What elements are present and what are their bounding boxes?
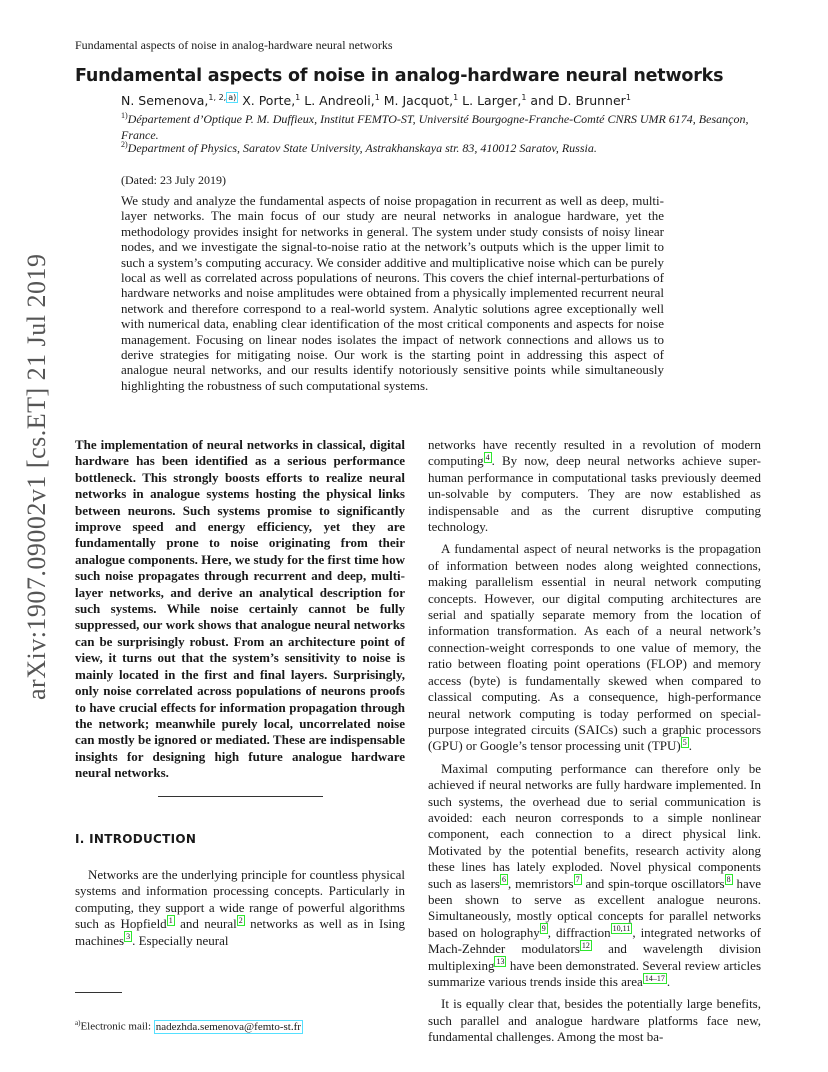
author-larger: L. Larger, [458,93,522,109]
affiliation-2: $^{2)}$Department of Physics, Saratov State University, Astrakhanskaya str. 83, 410012 Saratov, Russia. [121,140,597,155]
author-andreoli: L. Andreoli, [300,93,375,109]
abstract: We study and analyze the fundamental aspects of noise propagation in recurrent as well as deep, multi-layer networks. The main focus of our study are neural networks in analogue hardware, yet the methodology provides insight for networks in general. The system under study consists of noisy linear nodes, and we investigate the signal-to-noise ratio at the network’s outputs which is the upper limit to such a system’s computing accuracy. We consider additive and multiplicative noise which can be purely local as well as correlated across populations of neurons. This covers the chief internal-perturbations of hardware networks and noise amplitudes were obtained from a physically implemented recurrent neural network and therefore correspond to a real-world system. Analytic solutions agree exceptionally well with numerical data, enabling clear identification of the most critical components and aspects for noise management. Focusing on linear nodes isolates the impact of network connections and allows us to derive strategies for mitigating noise. Our work is the starting point in addressing this aspect of analogue neural networks, and our results identify notoriously sensitive points while simultaneously highlighting the robustness of such computational systems. [121,193,664,393]
reference-link[interactable]: 1 [168,915,173,925]
reference-link[interactable]: 7 [575,875,580,885]
right-paragraph-2: A fundamental aspect of neural networks is the propagation of information between nodes along weighted connections, making parallelism essential in neural network computing concepts. However, our digital computing architectures are serial and spatially separate memory from the location of information transformation. As each of a neural network’s connection-weight corresponds to one value of memory, the ratio between floating point operations (FLOP) and memory access (byte) is fundamentally skewed when compared to classical computing. As a consequence, high-performance neural network computing is today performed on special-purpose integrated circuits (SAICs) such a graphic processors (GPU) or Google’s tensor processing unit (TPU) $^5$ . [428,541,761,754]
intro-paragraph: Networks are the underlying principle for countless physical systems and information processing concepts. Particularly in computing, they support a wide range of powerful algorithms such as Hopfield $^1$ and neural $^2$ networks as well as in Ising machines $^3$ . Especially neural [75,866,405,948]
lead-paragraph: The implementation of neural networks in classical, digital hardware has been identified as a serious performance bottleneck. This strongly boosts efforts to realize neural networks in analogue systems hosting the physical links between neurons. Such systems promise to significantly improve speed and energy efficiency, yet they are fundamentally prone to noise originating from their analogue components. Here, we study for the first time how such noise propagates through recurrent and deep, multi-layer networks, and derive an analytical description for such systems. While noise certainly cannot be fully suppressed, our work shows that analogue neural networks can be surprisingly robust. From an architecture point of view, it turns out that the system’s sensitivity to noise is mainly located in the first and final layers. Surprisingly, only noise correlated across populations of neurons proofs to have crucial effects for information propagation through the network; meanwhile purely local, uncorrelated noise can mostly be ignored or mediated. These are indispensable insights for designing high future analogue hardware neural networks. [75,437,405,781]
right-column [428,437,761,1046]
reference-link[interactable]: 10,11 [612,924,631,934]
reference-link[interactable]: 14–17 [644,973,665,983]
left-column [75,437,405,949]
reference-link[interactable]: 13 [496,957,505,967]
dated-line: (Dated: 23 July 2019) [121,173,226,187]
email-link[interactable]: nadezhda.semenova@femto-st.fr [155,1020,301,1033]
reference-link[interactable]: 12 [581,940,590,950]
author-jacquot: M. Jacquot, [379,93,454,109]
section-heading-introduction: I. INTRODUCTION [75,831,197,846]
author-affil-sup: 1, 2, a) [208,93,237,102]
right-paragraph-1: networks have recently resulted in a revolution of modern computing $^4$ . By now, deep neural networks achieve super-human performance in computational tasks previously deemed un-solvable by computers. They are now established as indispensable and as the current disruptive computing technology. [428,437,761,535]
right-paragraph-4: It is equally clear that, besides the potentially large benefits, such parallel and analogue hardware platforms face new, fundamental challenges. Among the most ba- [428,996,761,1045]
reference-link[interactable]: 4 [485,453,490,463]
footnote: $^{a)}$Electronic mail: nadezhda.semenova@femto-st.fr [75,1019,301,1033]
paper-title: Fundamental aspects of noise in analog-hardware neural networks [75,66,724,86]
reference-link[interactable]: 2 [238,915,243,925]
reference-link[interactable]: 5 [682,737,687,747]
arxiv-side-label: arXiv:1907.09002v1 [cs.ET] 21 Jul 2019 [22,253,51,700]
section-divider [158,796,323,797]
footnote-link[interactable]: a) [228,93,237,102]
affiliation-1: $^{1)}$Département d’Optique P. M. Duffieux, Institut FEMTO-ST, Université Bourgogne-Franche-Comté CNRS UMR 6174, Besançon, France. [121,111,749,142]
reference-link[interactable]: 6 [501,875,506,885]
author-semenova: N. Semenova, [121,93,209,109]
reference-link[interactable]: 3 [126,932,131,942]
right-paragraph-3: Maximal computing performance can therefore only be achieved if neural networks are fully hardware implemented. In such systems, the overhead due to serial communication is avoided: each neuron corresponds to a simple nonlinear component, each connection to a direct physical link. Motivated by the potential benefits, research activity along these lines has lately exploded. Novel physical components such as lasers $^6$ , memristors $^7$ and spin-torque oscillators $^8$ have been shown to serve as excellent analogue neurons. Simultaneously, mostly optical concepts for parallel networks based on holography $^9$ , diffraction $^{10,11}$ , integrated networks of Mach-Zehnder modulators $^{12}$ and wavelength division multiplexing $^{13}$ have been demonstrated. Several review articles summarize various trends inside this area $^{14-17}$ . [428,760,761,989]
reference-link[interactable]: 9 [541,924,546,934]
author-list: N. Semenova,$^{1, 2, a)}$ X. Porte,$^1$ L. Andreoli,$^1$ M. Jacquot,$^1$ L. Larger,$^1$ and D. Brunner$^1$ [121,93,631,109]
reference-link[interactable]: 8 [726,875,731,885]
author-porte: X. Porte, [238,93,296,109]
author-brunner: and D. Brunner [526,93,626,109]
running-head: Fundamental aspects of noise in analog-hardware neural networks [75,38,393,52]
footnote-rule [75,992,122,993]
